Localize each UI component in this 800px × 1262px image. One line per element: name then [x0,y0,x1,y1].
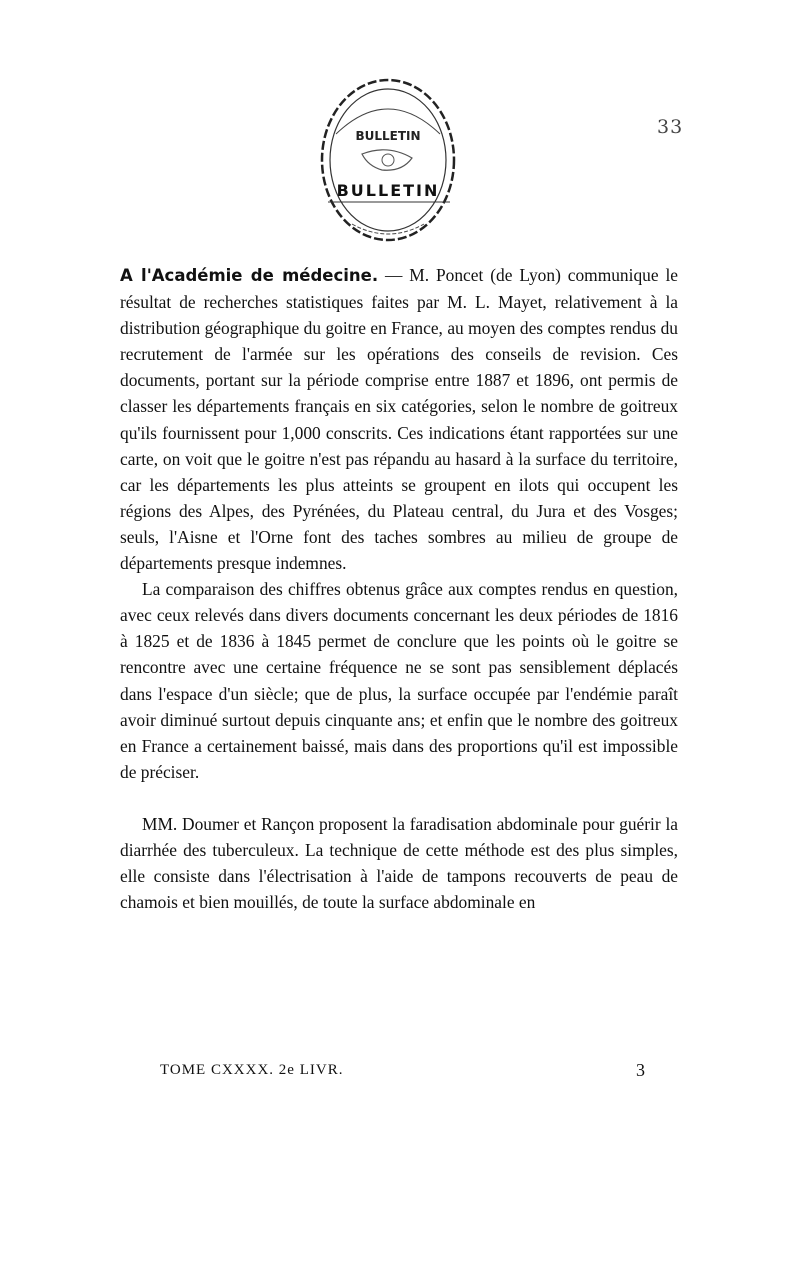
paragraph-1 [120,262,678,576]
footer-volume: TOME CXXXX. 2e LIVR. [160,1062,344,1078]
paragraph-1-text: — M. Poncet (de Lyon) communique le résultat de recherches statistiques faites par M. L. Mayet, relativement à la distribution géographique du goitre en France, au moyen des comptes rendus du recrutement de l'armée sur les opérations des conseils de revision. Ces documents, portant sur la période comprise entre 1887 et 1896, ont permis de classer les départements français en six catégories, selon le nombre de goitreux qu'ils fournissent pour 1,000 conscrits. Ces indications étant rapportées sur une carte, on voit que le goitre n'est pas répandu au hasard à la surface du territoire, car les départements les plus atteints se groupent en ilots qui occupent les régions des Alpes, des Pyrénées, du Plateau central, du Jura et des Vosges; seuls, l'Aisne et l'Orne font des taches sombres au milieu de groupe de départements presque indemnes. [120,265,678,574]
stamp-main-text: BULLETIN [336,181,440,200]
article-body [120,262,678,915]
stamp-seal-icon [312,74,464,254]
stamp-top-text: BULLETIN [355,129,421,143]
section-lead: A l'Académie de médecine. [120,266,379,285]
library-stamp [312,74,464,254]
paragraph-3: MM. Doumer et Rançon proposent la faradisation abdominale pour guérir la diarrhée des tuberculeux. La technique de cette méthode est des plus simples, elle consiste dans l'électrisation à l'aide de tampons recouverts de peau de chamois et bien mouillés, de toute la surface abdominale en [120,813,678,913]
paragraph-2: La comparaison des chiffres obtenus grâce aux comptes rendus en question, avec ceux relevés dans divers documents concernant les deux périodes de 1816 à 1825 et de 1836 à 1845 permet de conclure que les points où le goitre se rencontre avec une certaine fréquence ne se sont pas sensiblement déplacés dans l'espace d'un siècle; que de plus, la surface occupée par l'endémie paraît avoir diminué surtout depuis cinquante ans; et enfin que le nombre des goitreux en France a certainement baissé, mais dans des proportions qu'il est impossible de préciser. [120,579,678,782]
footer-signature: 3 [636,1060,646,1080]
page-footer [160,1062,660,1079]
page-number: 33 [657,116,684,138]
